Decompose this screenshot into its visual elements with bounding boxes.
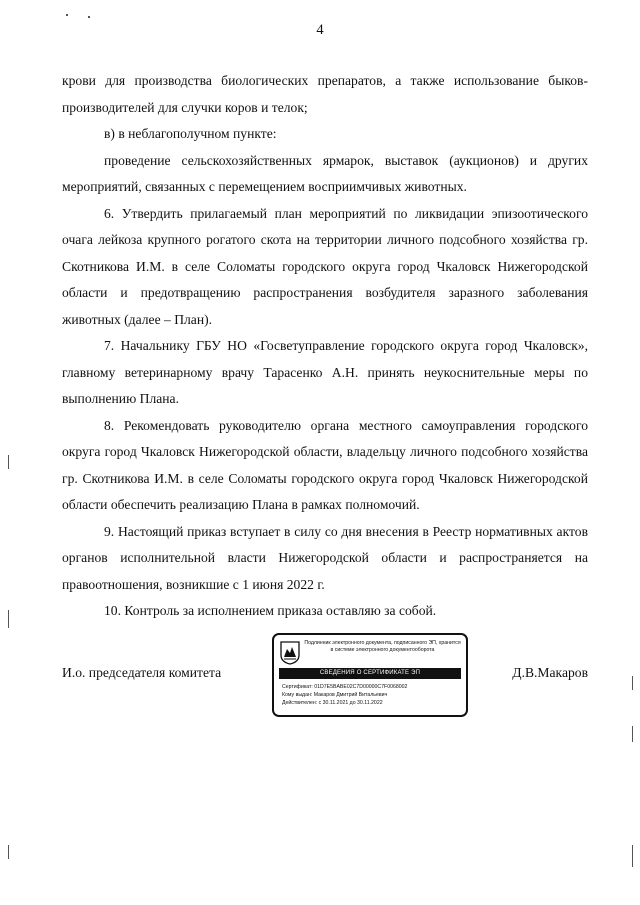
paragraph-item-9: 9. Настоящий приказ вступает в силу со дня внесения в Реестр нормативных актов органов исполнительной власти Нижегородской области и распространяется на правоотношения, возникшие с 1 июня 2022 г.: [62, 523, 588, 592]
signatory-name: Д.В.Макаров: [512, 665, 588, 680]
paragraph-item-8: 8. Рекомендовать руководителю органа местного самоуправления городского округа город Чкаловск Нижегородской области, владельцу личного подсобного хозяйства гр. Скотникова И.М. в селе Соломаты городского округа город Чкаловск Нижегородской области обеспечить реализацию Плана в рамках полномочий.: [62, 417, 588, 512]
electronic-signature-stamp: [272, 633, 468, 717]
paragraph-item-10: 10. Контроль за исполнением приказа оставляю за собой.: [104, 603, 437, 618]
coat-of-arms-icon: [280, 641, 300, 665]
paragraph-continuation: крови для производства биологических препаратов, а также использование быков-производителей для случки коров и телок;: [62, 73, 588, 115]
stamp-details: [282, 683, 461, 707]
scan-margin-line: [8, 610, 9, 628]
scan-margin-line: [8, 845, 9, 859]
scan-margin-line: [632, 845, 633, 867]
signatory-position: И.о. председателя комитета: [62, 665, 222, 680]
page-number: 4: [316, 22, 324, 38]
scan-speck: [66, 14, 68, 16]
paragraph-item-6: 6. Утвердить прилагаемый план мероприятий по ликвидации эпизоотического очага лейкоза крупного рогатого скота на территории личного подсобного хозяйства гр. Скотникова И.М. в селе Соломаты городского округа город Чкаловск Нижегородской области и предотвращению распространения возбудителя заразного заболевания животных (далее – План).: [62, 205, 588, 327]
signature-block: [62, 633, 588, 723]
paragraph-subitem-v: в) в неблагополучном пункте:: [104, 126, 277, 141]
scan-margin-line: [632, 726, 633, 742]
certificate-owner: Кому выдан: Макаров Дмитрий Витальевич: [282, 692, 388, 698]
scan-speck: [88, 16, 90, 18]
scan-margin-line: [632, 676, 633, 690]
document-body: [62, 68, 588, 625]
certificate-validity: Действителен: с 30.11.2021 до 30.11.2022: [282, 700, 383, 706]
stamp-certificate-title: СВЕДЕНИЯ О СЕРТИФИКАТЕ ЭП: [279, 668, 461, 679]
paragraph-fairs: проведение сельскохозяйственных ярмарок, выставок (аукционов) и других мероприятий, связанных с перемещением восприимчивых животных.: [62, 152, 588, 194]
paragraph-item-7: 7. Начальнику ГБУ НО «Госветуправление городского округа город Чкаловск», главному ветеринарному врачу Тарасенко А.Н. принять неукоснительные меры по выполнению Плана.: [62, 338, 588, 406]
certificate-number: Сертификат: 01D7E5BABE02C7D00000C7F0068002: [282, 684, 408, 690]
scan-margin-line: [8, 455, 9, 469]
stamp-header-text: Подлинник электронного документа, подписанного ЭП, хранится в системе электронного документооборота: [304, 640, 461, 653]
